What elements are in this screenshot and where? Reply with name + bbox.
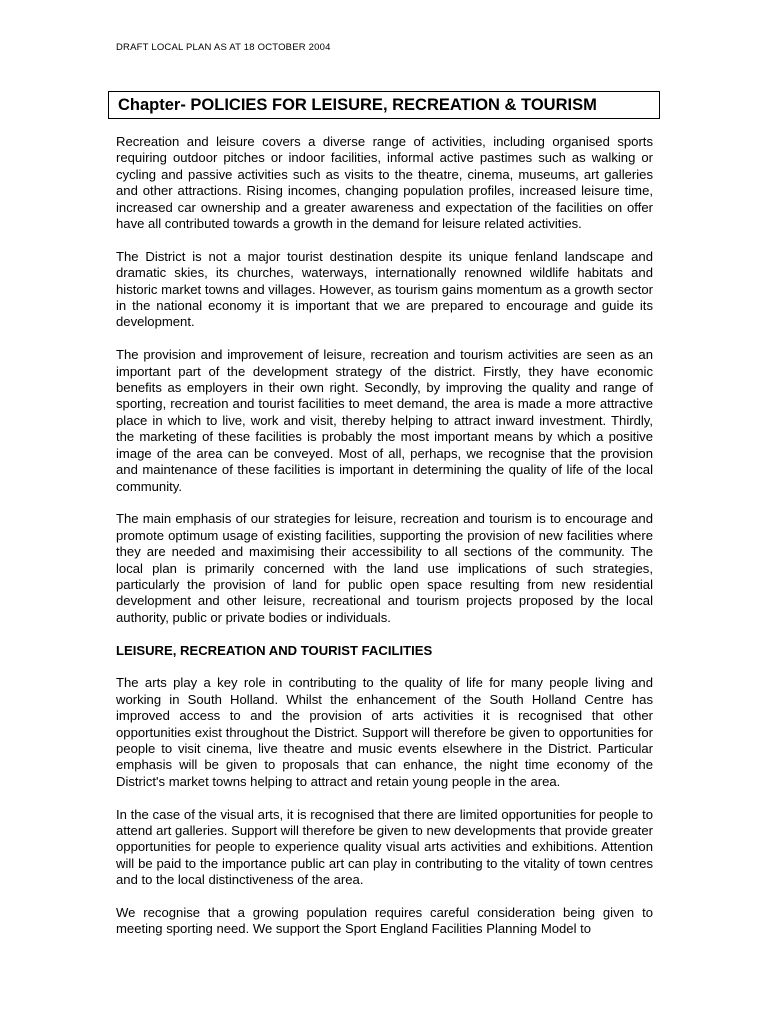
paragraph-sport: We recognise that a growing population requires careful consideration being given to meeting sporting need. We support the Sport England Facilities Planning Model to bbox=[116, 904, 653, 937]
paragraph-visual-arts: In the case of the visual arts, it is recognised that there are limited opportunities for people to attend art galleries. Support will therefore be given to new developments that provide greater opportunities for people to experience quality visual arts activities and exhibitions. Attention will be paid to the importance public art can play in contributing to the vitality of town centres and to the local distinctiveness of the area. bbox=[116, 806, 653, 888]
running-header: DRAFT LOCAL PLAN AS AT 18 OCTOBER 2004 bbox=[116, 42, 331, 53]
chapter-title: Chapter- POLICIES FOR LEISURE, RECREATION & TOURISM bbox=[118, 95, 597, 114]
paragraph-tourism: The District is not a major tourist destination despite its unique fenland landscape and dramatic skies, its churches, waterways, internationally renowned wildlife habitats and historic market towns and villages. However, as tourism gains momentum as a growth sector in the national economy it is important that we are prepared to encourage and guide its development. bbox=[116, 248, 653, 330]
chapter-title-box bbox=[108, 91, 660, 119]
body-text bbox=[116, 134, 653, 954]
section-heading: LEISURE, RECREATION AND TOURIST FACILITIES bbox=[116, 642, 433, 658]
paragraph-emphasis: The main emphasis of our strategies for leisure, recreation and tourism is to encourage and promote optimum usage of existing facilities, supporting the provision of new facilities where they are needed and maximising their accessibility to all sections of the community. The local plan is primarily concerned with the land use implications of such strategies, particularly the provision of land for public open space resulting from new residential development and other leisure, recreational and tourism projects proposed by the local authority, public or private bodies or individuals. bbox=[116, 511, 653, 625]
paragraph-provision: The provision and improvement of leisure, recreation and tourism activities are seen as an important part of the development strategy of the district. Firstly, they have economic benefits as employers in their own right. Secondly, by improving the quality and range of sporting, recreation and tourist facilities to meet demand, the area is made a more attractive place in which to live, work and visit, thereby helping to attract inward investment. Thirdly, the marketing of these facilities is probably the most important means by which a positive image of the area can be conveyed. Most of all, perhaps, we recognise that the provision and maintenance of these facilities is important in determining the quality of life of the local community. bbox=[116, 347, 653, 494]
paragraph-arts: The arts play a key role in contributing to the quality of life for many people living and working in South Holland. Whilst the enhancement of the South Holland Centre has improved access to and the provision of arts activities it is recognised that other opportunities exist throughout the District. Support will therefore be given to opportunities for people to visit cinema, live theatre and music events elsewhere in the District. Particular emphasis will be given to proposals that can enhance, the night time economy of the District's market towns helping to attract and retain young people in the area. bbox=[116, 675, 653, 789]
paragraph-intro: Recreation and leisure covers a diverse range of activities, including organised sports requiring outdoor pitches or indoor facilities, informal active pastimes such as walking or cycling and passive activities such as visits to the theatre, cinema, museums, art galleries and other attractions. Rising incomes, changing population profiles, increased leisure time, increased car ownership and a greater awareness and expectation of the facilities on offer have all contributed towards a growth in the demand for leisure related activities. bbox=[116, 134, 653, 232]
